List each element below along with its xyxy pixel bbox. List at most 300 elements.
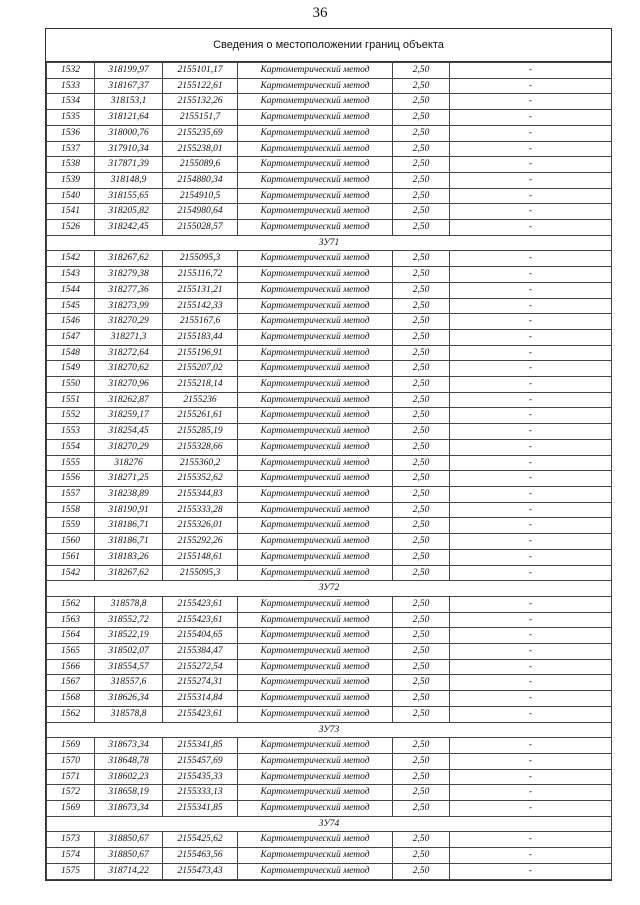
accuracy-cell: 2,50	[393, 94, 450, 110]
description-cell: -	[450, 63, 612, 79]
accuracy-cell: 2,50	[393, 502, 450, 518]
y-coordinate-cell: 2155122,61	[163, 78, 238, 94]
method-cell: Картометрический метод	[238, 204, 393, 220]
description-cell: -	[450, 534, 612, 550]
section-label: ЗУ74	[47, 816, 612, 832]
method-cell: Картометрический метод	[238, 251, 393, 267]
y-coordinate-cell: 2155095,3	[163, 565, 238, 581]
accuracy-cell: 2,50	[393, 455, 450, 471]
x-coordinate-cell: 318205,82	[95, 204, 163, 220]
x-coordinate-cell: 318270,29	[95, 314, 163, 330]
y-coordinate-cell: 2155326,01	[163, 518, 238, 534]
x-coordinate-cell: 318270,62	[95, 361, 163, 377]
x-coordinate-cell: 318271,3	[95, 329, 163, 345]
y-coordinate-cell: 2155236	[163, 392, 238, 408]
table-row	[47, 832, 612, 848]
y-coordinate-cell: 2155285,19	[163, 424, 238, 440]
table-row	[47, 785, 612, 801]
section-row	[47, 722, 612, 738]
description-cell: -	[450, 801, 612, 817]
accuracy-cell: 2,50	[393, 282, 450, 298]
point-number-cell: 1563	[47, 612, 95, 628]
x-coordinate-cell: 318626,34	[95, 691, 163, 707]
table-row	[47, 549, 612, 565]
description-cell: -	[450, 157, 612, 173]
description-cell: -	[450, 675, 612, 691]
table-row	[47, 848, 612, 864]
y-coordinate-cell: 2155131,21	[163, 282, 238, 298]
point-number-cell: 1554	[47, 439, 95, 455]
point-number-cell: 1541	[47, 204, 95, 220]
description-cell: -	[450, 644, 612, 660]
point-number-cell: 1564	[47, 628, 95, 644]
x-coordinate-cell: 318502,07	[95, 644, 163, 660]
x-coordinate-cell: 318522,19	[95, 628, 163, 644]
description-cell: -	[450, 392, 612, 408]
method-cell: Картометрический метод	[238, 141, 393, 157]
description-cell: -	[450, 753, 612, 769]
x-coordinate-cell: 318155,65	[95, 188, 163, 204]
method-cell: Картометрический метод	[238, 628, 393, 644]
method-cell: Картометрический метод	[238, 753, 393, 769]
table-row	[47, 644, 612, 660]
point-number-cell: 1556	[47, 471, 95, 487]
description-cell: -	[450, 549, 612, 565]
accuracy-cell: 2,50	[393, 314, 450, 330]
point-number-cell: 1571	[47, 769, 95, 785]
boundary-table	[45, 28, 612, 881]
table-row	[47, 471, 612, 487]
table-row	[47, 377, 612, 393]
table-row	[47, 63, 612, 79]
method-cell: Картометрический метод	[238, 345, 393, 361]
description-cell: -	[450, 220, 612, 236]
table-row	[47, 392, 612, 408]
section-label: ЗУ72	[47, 581, 612, 597]
x-coordinate-cell: 318272,64	[95, 345, 163, 361]
accuracy-cell: 2,50	[393, 801, 450, 817]
accuracy-cell: 2,50	[393, 644, 450, 660]
method-cell: Картометрический метод	[238, 596, 393, 612]
y-coordinate-cell: 2155116,72	[163, 267, 238, 283]
accuracy-cell: 2,50	[393, 832, 450, 848]
description-cell: -	[450, 267, 612, 283]
table-row	[47, 439, 612, 455]
point-number-cell: 1555	[47, 455, 95, 471]
y-coordinate-cell: 2155238,01	[163, 141, 238, 157]
y-coordinate-cell: 2155463,56	[163, 848, 238, 864]
table-row	[47, 659, 612, 675]
accuracy-cell: 2,50	[393, 785, 450, 801]
table-body	[47, 63, 612, 880]
y-coordinate-cell: 2155272,54	[163, 659, 238, 675]
point-number-cell: 1562	[47, 706, 95, 722]
description-cell: -	[450, 408, 612, 424]
method-cell: Картометрический метод	[238, 502, 393, 518]
description-cell: -	[450, 628, 612, 644]
y-coordinate-cell: 2155328,66	[163, 439, 238, 455]
accuracy-cell: 2,50	[393, 157, 450, 173]
point-number-cell: 1532	[47, 63, 95, 79]
point-number-cell: 1534	[47, 94, 95, 110]
accuracy-cell: 2,50	[393, 753, 450, 769]
description-cell: -	[450, 251, 612, 267]
table-row	[47, 157, 612, 173]
table-row	[47, 78, 612, 94]
point-number-cell: 1545	[47, 298, 95, 314]
table-row	[47, 675, 612, 691]
table-row	[47, 738, 612, 754]
table-row	[47, 345, 612, 361]
y-coordinate-cell: 2155183,44	[163, 329, 238, 345]
point-number-cell: 1543	[47, 267, 95, 283]
table-row	[47, 172, 612, 188]
point-number-cell: 1558	[47, 502, 95, 518]
point-number-cell: 1560	[47, 534, 95, 550]
table-row	[47, 267, 612, 283]
coordinates-table	[46, 62, 612, 880]
table-row	[47, 565, 612, 581]
point-number-cell: 1546	[47, 314, 95, 330]
x-coordinate-cell: 318148,9	[95, 172, 163, 188]
method-cell: Картометрический метод	[238, 172, 393, 188]
x-coordinate-cell: 318714,22	[95, 863, 163, 879]
method-cell: Картометрический метод	[238, 691, 393, 707]
description-cell: -	[450, 125, 612, 141]
x-coordinate-cell: 318273,99	[95, 298, 163, 314]
method-cell: Картометрический метод	[238, 565, 393, 581]
description-cell: -	[450, 565, 612, 581]
method-cell: Картометрический метод	[238, 282, 393, 298]
point-number-cell: 1552	[47, 408, 95, 424]
y-coordinate-cell: 2155425,62	[163, 832, 238, 848]
y-coordinate-cell: 2155473,43	[163, 863, 238, 879]
y-coordinate-cell: 2154880,34	[163, 172, 238, 188]
point-number-cell: 1553	[47, 424, 95, 440]
section-row	[47, 235, 612, 251]
y-coordinate-cell: 2155423,61	[163, 612, 238, 628]
y-coordinate-cell: 2155360,2	[163, 455, 238, 471]
method-cell: Картометрический метод	[238, 408, 393, 424]
point-number-cell: 1535	[47, 110, 95, 126]
accuracy-cell: 2,50	[393, 612, 450, 628]
description-cell: -	[450, 361, 612, 377]
x-coordinate-cell: 318658,19	[95, 785, 163, 801]
description-cell: -	[450, 691, 612, 707]
point-number-cell: 1550	[47, 377, 95, 393]
x-coordinate-cell: 318276	[95, 455, 163, 471]
accuracy-cell: 2,50	[393, 565, 450, 581]
method-cell: Картометрический метод	[238, 801, 393, 817]
table-row	[47, 706, 612, 722]
point-number-cell: 1569	[47, 801, 95, 817]
accuracy-cell: 2,50	[393, 125, 450, 141]
table-row	[47, 408, 612, 424]
x-coordinate-cell: 318190,91	[95, 502, 163, 518]
accuracy-cell: 2,50	[393, 188, 450, 204]
method-cell: Картометрический метод	[238, 157, 393, 173]
x-coordinate-cell: 318554,57	[95, 659, 163, 675]
method-cell: Картометрический метод	[238, 612, 393, 628]
table-title: Сведения о местоположении границ объекта	[46, 29, 611, 62]
y-coordinate-cell: 2155101,17	[163, 63, 238, 79]
description-cell: -	[450, 863, 612, 879]
accuracy-cell: 2,50	[393, 392, 450, 408]
x-coordinate-cell: 317910,34	[95, 141, 163, 157]
table-row	[47, 251, 612, 267]
method-cell: Картометрический метод	[238, 644, 393, 660]
description-cell: -	[450, 471, 612, 487]
x-coordinate-cell: 318270,96	[95, 377, 163, 393]
table-row	[47, 298, 612, 314]
point-number-cell: 1536	[47, 125, 95, 141]
point-number-cell: 1544	[47, 282, 95, 298]
y-coordinate-cell: 2154910,5	[163, 188, 238, 204]
description-cell: -	[450, 78, 612, 94]
accuracy-cell: 2,50	[393, 204, 450, 220]
point-number-cell: 1574	[47, 848, 95, 864]
x-coordinate-cell: 318850,67	[95, 848, 163, 864]
point-number-cell: 1551	[47, 392, 95, 408]
accuracy-cell: 2,50	[393, 220, 450, 236]
x-coordinate-cell: 318277,36	[95, 282, 163, 298]
point-number-cell: 1562	[47, 596, 95, 612]
y-coordinate-cell: 2155423,61	[163, 706, 238, 722]
point-number-cell: 1533	[47, 78, 95, 94]
point-number-cell: 1570	[47, 753, 95, 769]
accuracy-cell: 2,50	[393, 408, 450, 424]
x-coordinate-cell: 318267,62	[95, 565, 163, 581]
y-coordinate-cell: 2155218,14	[163, 377, 238, 393]
accuracy-cell: 2,50	[393, 172, 450, 188]
table-row	[47, 204, 612, 220]
x-coordinate-cell: 318673,34	[95, 738, 163, 754]
table-row	[47, 534, 612, 550]
y-coordinate-cell: 2155089,6	[163, 157, 238, 173]
x-coordinate-cell: 318259,17	[95, 408, 163, 424]
method-cell: Картометрический метод	[238, 439, 393, 455]
point-number-cell: 1561	[47, 549, 95, 565]
point-number-cell: 1548	[47, 345, 95, 361]
y-coordinate-cell: 2155384,47	[163, 644, 238, 660]
method-cell: Картометрический метод	[238, 188, 393, 204]
table-row	[47, 502, 612, 518]
y-coordinate-cell: 2155261,61	[163, 408, 238, 424]
table-row	[47, 94, 612, 110]
x-coordinate-cell: 318121,64	[95, 110, 163, 126]
description-cell: -	[450, 738, 612, 754]
table-row	[47, 628, 612, 644]
description-cell: -	[450, 439, 612, 455]
description-cell: -	[450, 612, 612, 628]
y-coordinate-cell: 2155341,85	[163, 738, 238, 754]
table-row	[47, 361, 612, 377]
x-coordinate-cell: 318254,45	[95, 424, 163, 440]
accuracy-cell: 2,50	[393, 659, 450, 675]
accuracy-cell: 2,50	[393, 628, 450, 644]
table-row	[47, 863, 612, 879]
y-coordinate-cell: 2155095,3	[163, 251, 238, 267]
table-row	[47, 141, 612, 157]
description-cell: -	[450, 172, 612, 188]
y-coordinate-cell: 2155423,61	[163, 596, 238, 612]
description-cell: -	[450, 832, 612, 848]
description-cell: -	[450, 282, 612, 298]
method-cell: Картометрический метод	[238, 455, 393, 471]
method-cell: Картометрический метод	[238, 471, 393, 487]
method-cell: Картометрический метод	[238, 377, 393, 393]
point-number-cell: 1549	[47, 361, 95, 377]
point-number-cell: 1542	[47, 251, 95, 267]
y-coordinate-cell: 2155142,33	[163, 298, 238, 314]
point-number-cell: 1557	[47, 486, 95, 502]
description-cell: -	[450, 848, 612, 864]
x-coordinate-cell: 318186,71	[95, 518, 163, 534]
point-number-cell: 1568	[47, 691, 95, 707]
point-number-cell: 1569	[47, 738, 95, 754]
x-coordinate-cell: 318238,89	[95, 486, 163, 502]
x-coordinate-cell: 318552,72	[95, 612, 163, 628]
table-row	[47, 314, 612, 330]
accuracy-cell: 2,50	[393, 486, 450, 502]
method-cell: Картометрический метод	[238, 361, 393, 377]
page-number: 36	[312, 5, 328, 21]
description-cell: -	[450, 769, 612, 785]
point-number-cell: 1575	[47, 863, 95, 879]
accuracy-cell: 2,50	[393, 63, 450, 79]
method-cell: Картометрический метод	[238, 94, 393, 110]
method-cell: Картометрический метод	[238, 125, 393, 141]
accuracy-cell: 2,50	[393, 471, 450, 487]
method-cell: Картометрический метод	[238, 785, 393, 801]
accuracy-cell: 2,50	[393, 110, 450, 126]
y-coordinate-cell: 2154980,64	[163, 204, 238, 220]
table-row	[47, 486, 612, 502]
x-coordinate-cell: 318186,71	[95, 534, 163, 550]
x-coordinate-cell: 318262,87	[95, 392, 163, 408]
method-cell: Картометрический метод	[238, 267, 393, 283]
table-row	[47, 596, 612, 612]
x-coordinate-cell: 318153,1	[95, 94, 163, 110]
method-cell: Картометрический метод	[238, 534, 393, 550]
accuracy-cell: 2,50	[393, 675, 450, 691]
table-row	[47, 125, 612, 141]
accuracy-cell: 2,50	[393, 298, 450, 314]
description-cell: -	[450, 298, 612, 314]
x-coordinate-cell: 318271,25	[95, 471, 163, 487]
description-cell: -	[450, 377, 612, 393]
point-number-cell: 1537	[47, 141, 95, 157]
accuracy-cell: 2,50	[393, 738, 450, 754]
y-coordinate-cell: 2155404,65	[163, 628, 238, 644]
accuracy-cell: 2,50	[393, 141, 450, 157]
description-cell: -	[450, 706, 612, 722]
accuracy-cell: 2,50	[393, 267, 450, 283]
x-coordinate-cell: 318648,78	[95, 753, 163, 769]
accuracy-cell: 2,50	[393, 596, 450, 612]
table-row	[47, 329, 612, 345]
description-cell: -	[450, 110, 612, 126]
method-cell: Картометрический метод	[238, 329, 393, 345]
y-coordinate-cell: 2155333,13	[163, 785, 238, 801]
accuracy-cell: 2,50	[393, 329, 450, 345]
accuracy-cell: 2,50	[393, 848, 450, 864]
method-cell: Картометрический метод	[238, 848, 393, 864]
table-row	[47, 769, 612, 785]
y-coordinate-cell: 2155352,62	[163, 471, 238, 487]
method-cell: Картометрический метод	[238, 220, 393, 236]
y-coordinate-cell: 2155148,61	[163, 549, 238, 565]
table-row	[47, 282, 612, 298]
x-coordinate-cell: 318557,6	[95, 675, 163, 691]
accuracy-cell: 2,50	[393, 549, 450, 565]
method-cell: Картометрический метод	[238, 518, 393, 534]
y-coordinate-cell: 2155167,6	[163, 314, 238, 330]
accuracy-cell: 2,50	[393, 706, 450, 722]
y-coordinate-cell: 2155151,7	[163, 110, 238, 126]
accuracy-cell: 2,50	[393, 377, 450, 393]
x-coordinate-cell: 317871,39	[95, 157, 163, 173]
x-coordinate-cell: 318183,26	[95, 549, 163, 565]
description-cell: -	[450, 518, 612, 534]
accuracy-cell: 2,50	[393, 863, 450, 879]
method-cell: Картометрический метод	[238, 863, 393, 879]
description-cell: -	[450, 188, 612, 204]
method-cell: Картометрический метод	[238, 314, 393, 330]
y-coordinate-cell: 2155207,02	[163, 361, 238, 377]
point-number-cell: 1573	[47, 832, 95, 848]
x-coordinate-cell: 318199,97	[95, 63, 163, 79]
method-cell: Картометрический метод	[238, 738, 393, 754]
y-coordinate-cell: 2155196,91	[163, 345, 238, 361]
description-cell: -	[450, 424, 612, 440]
table-row	[47, 220, 612, 236]
point-number-cell: 1547	[47, 329, 95, 345]
method-cell: Картометрический метод	[238, 110, 393, 126]
method-cell: Картометрический метод	[238, 706, 393, 722]
method-cell: Картометрический метод	[238, 298, 393, 314]
x-coordinate-cell: 318602,23	[95, 769, 163, 785]
y-coordinate-cell: 2155028,57	[163, 220, 238, 236]
accuracy-cell: 2,50	[393, 251, 450, 267]
y-coordinate-cell: 2155292,26	[163, 534, 238, 550]
point-number-cell: 1540	[47, 188, 95, 204]
method-cell: Картометрический метод	[238, 424, 393, 440]
accuracy-cell: 2,50	[393, 345, 450, 361]
table-row	[47, 753, 612, 769]
y-coordinate-cell: 2155333,28	[163, 502, 238, 518]
x-coordinate-cell: 318578,8	[95, 706, 163, 722]
table-row	[47, 691, 612, 707]
table-row	[47, 455, 612, 471]
x-coordinate-cell: 318673,34	[95, 801, 163, 817]
description-cell: -	[450, 455, 612, 471]
description-cell: -	[450, 486, 612, 502]
table-row	[47, 188, 612, 204]
description-cell: -	[450, 204, 612, 220]
method-cell: Картометрический метод	[238, 832, 393, 848]
description-cell: -	[450, 329, 612, 345]
section-label: ЗУ71	[47, 235, 612, 251]
point-number-cell: 1539	[47, 172, 95, 188]
description-cell: -	[450, 596, 612, 612]
description-cell: -	[450, 141, 612, 157]
x-coordinate-cell: 318578,8	[95, 596, 163, 612]
point-number-cell: 1567	[47, 675, 95, 691]
accuracy-cell: 2,50	[393, 78, 450, 94]
method-cell: Картометрический метод	[238, 769, 393, 785]
y-coordinate-cell: 2155132,26	[163, 94, 238, 110]
